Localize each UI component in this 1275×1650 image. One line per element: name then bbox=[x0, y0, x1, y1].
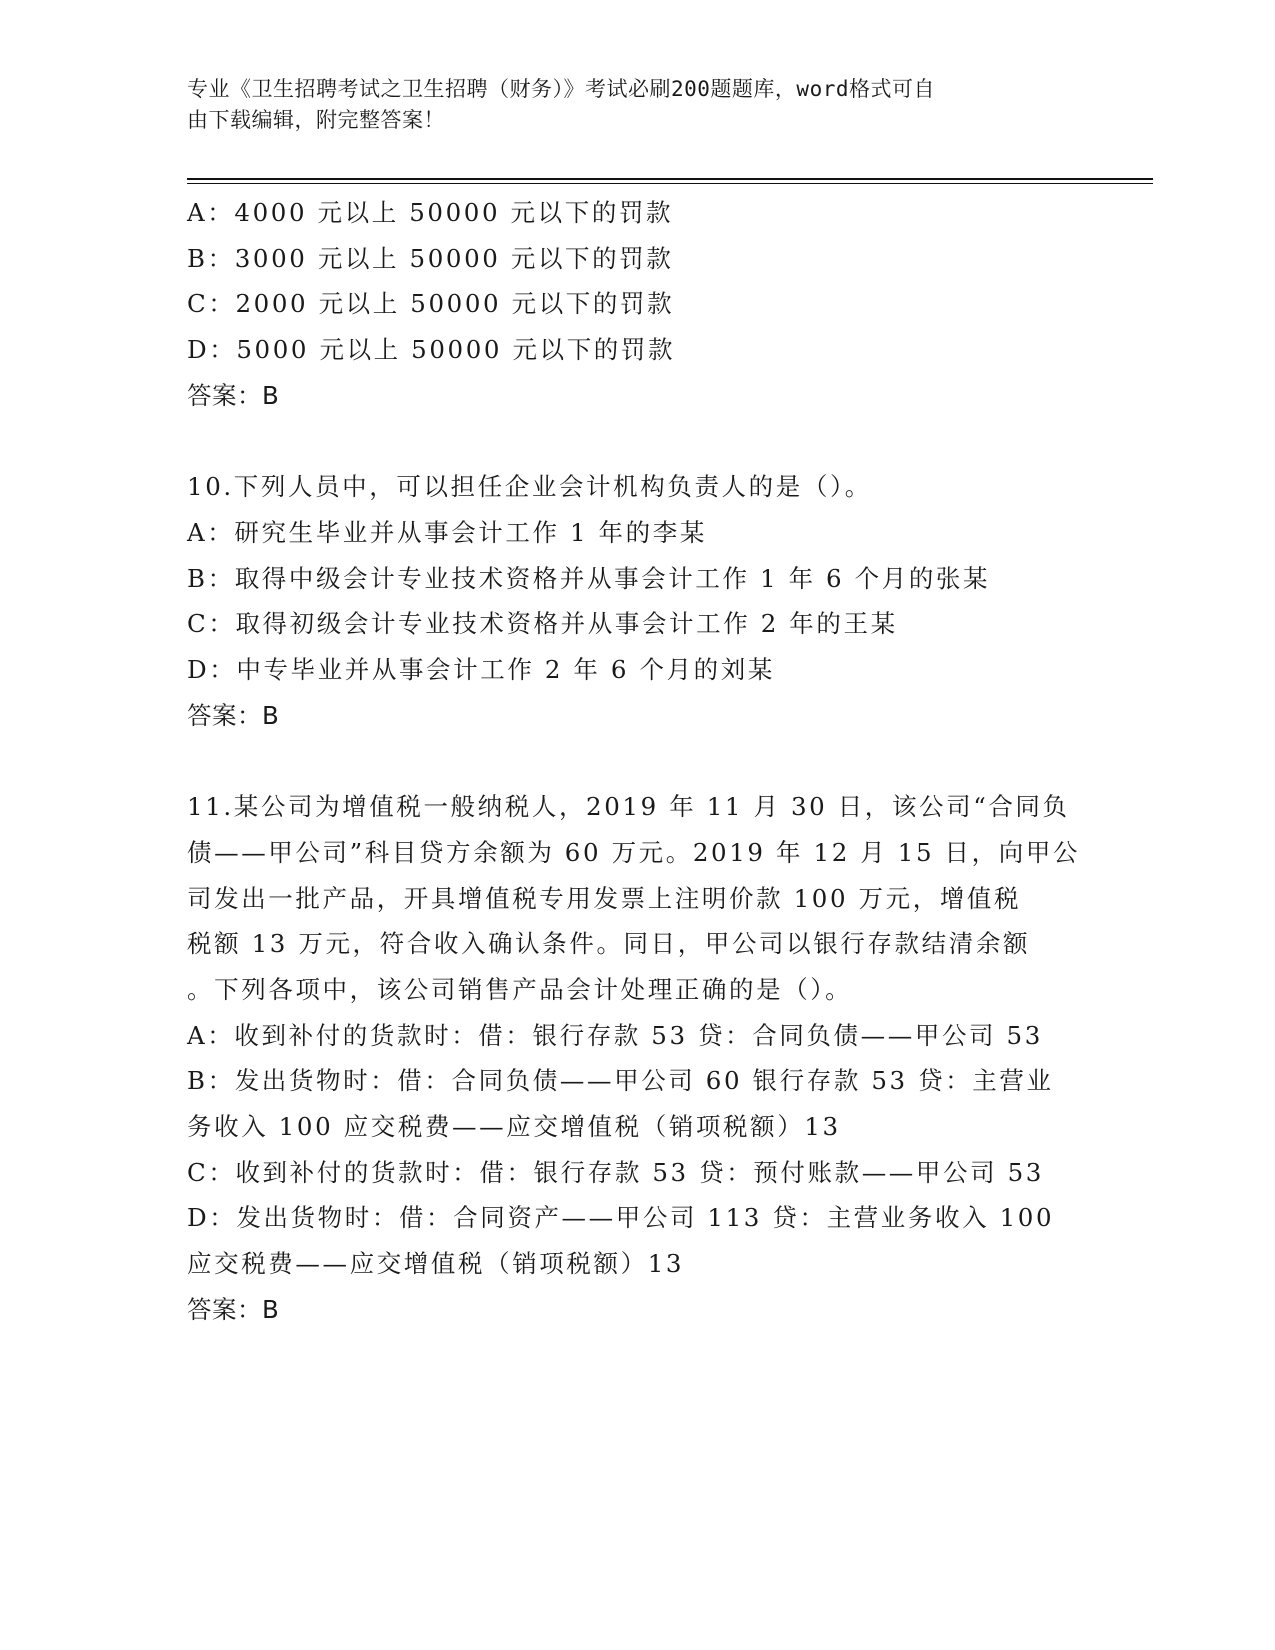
header-title-line-2: 由下载编辑，附完整答案！ bbox=[187, 108, 445, 132]
option-c: C：收到补付的货款时：借：银行存款 53 贷：预付账款——甲公司 53 bbox=[187, 1157, 1044, 1187]
question-9 bbox=[187, 190, 1087, 419]
option-a: A：4000 元以上 50000 元以下的罚款 bbox=[187, 198, 674, 227]
question-text-line: 债——甲公司”科目贷方余额为 60 万元。2019 年 12 月 15 日，向甲公 bbox=[187, 837, 1081, 867]
header-divider-thick bbox=[187, 178, 1153, 180]
answer-label: 答案：B bbox=[187, 1294, 280, 1324]
answer-label: 答案：B bbox=[187, 700, 280, 730]
option-d-continued: 应交税费——应交增值税（销项税额）13 bbox=[187, 1249, 685, 1279]
option-b-continued: 务收入 100 应交税费——应交增值税（销项税额）13 bbox=[187, 1112, 841, 1142]
header-title-line-1: 专业《卫生招聘考试之卫生招聘（财务）》考试必刷200题题库，word格式可自 bbox=[187, 77, 935, 101]
option-b: B：3000 元以上 50000 元以下的罚款 bbox=[187, 243, 674, 273]
option-d: D：5000 元以上 50000 元以下的罚款 bbox=[187, 335, 676, 365]
option-c: C：2000 元以上 50000 元以下的罚款 bbox=[187, 289, 675, 319]
question-list bbox=[187, 190, 1087, 1333]
document-header bbox=[187, 74, 1067, 136]
option-d: D：中专毕业并从事会计工作 2 年 6 个月的刘某 bbox=[187, 655, 775, 685]
question-text-line: 11.某公司为增值税一般纳税人，2019 年 11 月 30 日，该公司“合同负 bbox=[187, 792, 1070, 822]
question-text: 10.下列人员中，可以担任企业会计机构负责人的是（）。 bbox=[187, 472, 872, 502]
header-divider-thin bbox=[187, 183, 1153, 184]
question-10 bbox=[187, 464, 1087, 738]
option-d: D：发出货物时：借：合同资产——甲公司 113 贷：主营业务收入 100 bbox=[187, 1203, 1055, 1233]
option-a: A：研究生毕业并从事会计工作 1 年的李某 bbox=[187, 517, 707, 547]
option-a: A：收到补付的货款时：借：银行存款 53 贷：合同负债——甲公司 53 bbox=[187, 1020, 1043, 1050]
question-text-line: 。下列各项中，该公司销售产品会计处理正确的是（）。 bbox=[187, 974, 853, 1004]
option-b: B：取得中级会计专业技术资格并从事会计工作 1 年 6 个月的张某 bbox=[187, 563, 991, 593]
option-c: C：取得初级会计专业技术资格并从事会计工作 2 年的王某 bbox=[187, 609, 898, 639]
question-text-line: 税额 13 万元，符合收入确认条件。同日，甲公司以银行存款结清余额 bbox=[187, 929, 1031, 959]
option-b: B：发出货物时：借：合同负债——甲公司 60 银行存款 53 贷：主营业 bbox=[187, 1066, 1054, 1096]
answer-label: 答案：B bbox=[187, 380, 280, 410]
question-text-line: 司发出一批产品，开具增值税专用发票上注明价款 100 万元，增值税 bbox=[187, 883, 1022, 913]
question-11 bbox=[187, 784, 1087, 1332]
